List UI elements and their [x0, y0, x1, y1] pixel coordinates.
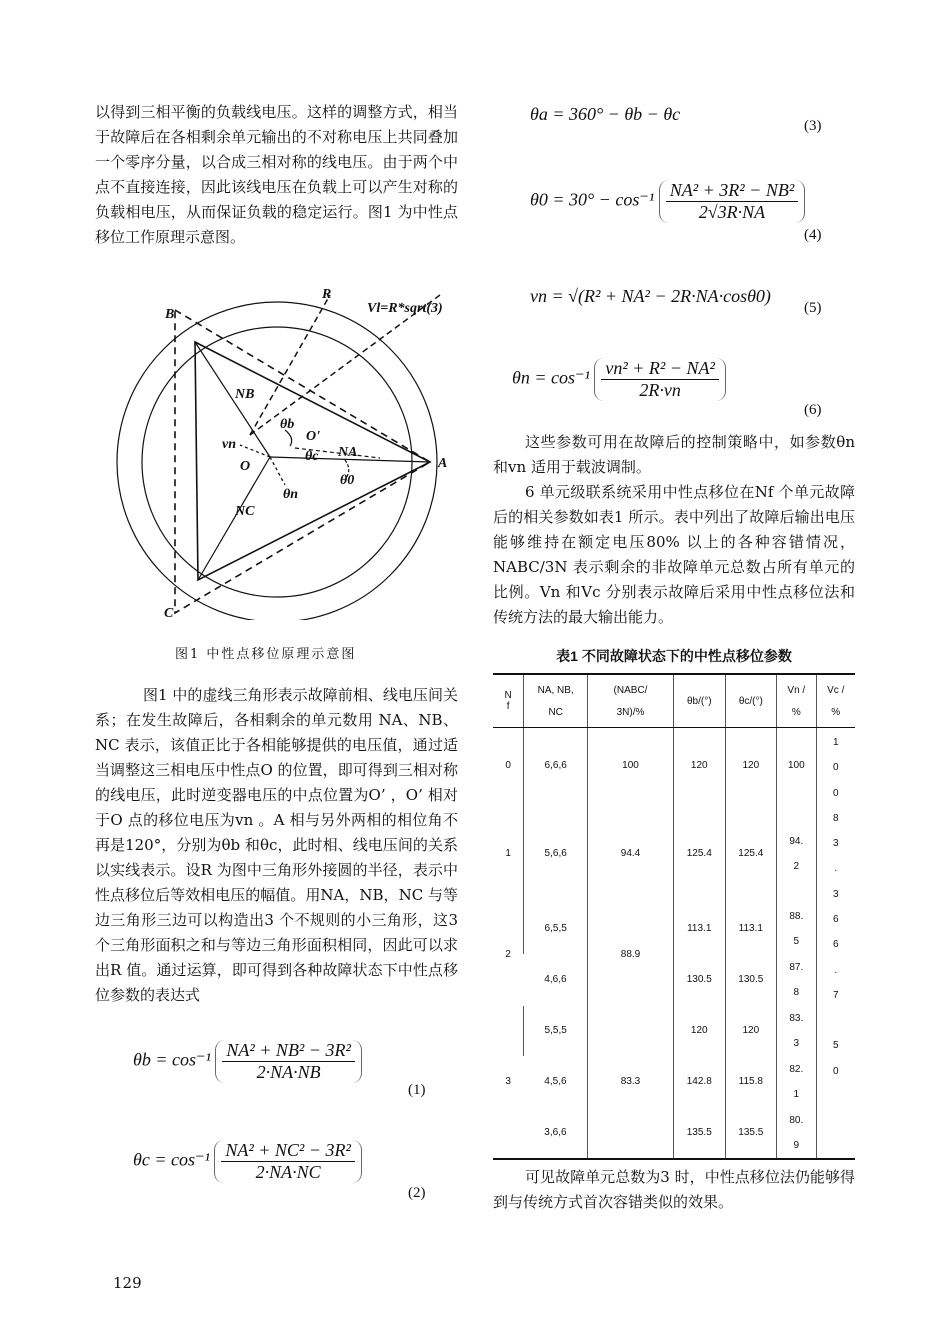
- equation-1: θb = cos⁻¹ $\frac{\text{NA² + NB² − 3R²}}{2\cdot NA\cdot NB}$: [133, 1040, 362, 1083]
- table-row: 2 6,5,5 88.9 113.1 113.1 88. 5: [493, 904, 855, 954]
- label-theta-0: θ0: [340, 473, 355, 488]
- equation-4: θ0 = 30° − cos⁻¹ $\frac{\text{NA² + 3R² − NB²}}{2√3R\cdot NA}$: [530, 180, 805, 223]
- table-row: 0 6,6,6 100 120 120 100 1 0 0 8 3 . 3 6 6 . 7 5 0: [493, 728, 855, 804]
- label-Oprime: O': [306, 429, 320, 444]
- label-NA: NA: [338, 445, 358, 460]
- label-theta-b: θb: [280, 417, 295, 432]
- left-column: [95, 100, 458, 250]
- table-row: 1 5,6,6 94.4 125.4 125.4 94. 2: [493, 804, 855, 904]
- col-theta-c: θc/(°): [725, 674, 777, 728]
- label-A: A: [438, 456, 448, 471]
- figure-caption: 图1 中性点移位原理示意图: [175, 647, 357, 662]
- col-na-nb-nc: NA, NB, NC: [524, 674, 588, 728]
- right-paragraph-2: 6 单元级联系统采用中性点移位在Nf 个单元故障后的相关参数如表1 所示。表中列出了故障后输出电压能够维持在额定电压80% 以上的各种容错情况，NABC/3N 表示剩余的非故障单元总数占所有单元的比例。Vn 和Vc 分别表示故障后采用中性点移位法和传统方法的最大输出能力。: [493, 483, 855, 626]
- right-column: [493, 430, 855, 630]
- table-row: 4,5,6 142.8 115.8 82. 1: [493, 1056, 855, 1108]
- label-NB: NB: [235, 387, 255, 402]
- table-header-row: [493, 674, 855, 728]
- page-number: 129: [113, 1274, 142, 1292]
- col-vc: Vc / %: [816, 674, 855, 728]
- label-vn: vn: [222, 437, 236, 452]
- col-nf: N f: [493, 674, 524, 728]
- table-row: 4,6,6 130.5 130.5 87. 8: [493, 954, 855, 1006]
- label-O: O: [240, 459, 251, 474]
- col-theta-b: θb/(°): [673, 674, 725, 728]
- table-title: 表1 不同故障状态下的中性点移位参数: [556, 648, 792, 664]
- dashed-triangle: [175, 310, 430, 613]
- vc-stacked-values: 1 0 0 8 3 . 3 6 6 . 7 5 0: [816, 728, 855, 1159]
- equation-6: θn = cos⁻¹ $\frac{\text{vn² + R² − NA²}}{2R\cdot vn}$: [512, 358, 726, 401]
- right-paragraph-1: 这些参数可用在故障后的控制策略中，如参数θn 和vn 适用于载波调制。: [493, 433, 855, 476]
- left-paragraph-2: 图1 中的虚线三角形表示故障前相、线电压间关系；在发生故障后，各相剩余的单元数用 NA、NB、NC 表示，该值正比于各相能够提供的电压值，通过适当调整这三相电压中性点O 的位置，即可得到三相对称的线电压，此时逆变器电压的中点位置为O’ ，O’ 相对于O 点的移位电压为vn 。A 相与另外两相的相位角不再是120°，分别为θb 和θc，此时相、线电压间的关系以实线表示。设R 为图中三角形外接圆的半径，表示中性点移位后等效相电压的幅值。用NA，NB，NC 与等边三角形三边可以构造出3 个不规则的小三角形，这3 个三角形面积之和与等边三角形面积相同，因此可以求出R 值。通过运算，即可得到各种故障状态下中性点移位参数的表达式: [95, 686, 458, 1004]
- equation-3-number: (3): [804, 118, 822, 134]
- left-paragraph-1: 以得到三相平衡的负载线电压。这样的调整方式，相当于故障后在各相剩余单元输出的不对称电压上共同叠加一个零序分量，以合成三相对称的线电压。由于两个中点不直接连接，因此该线电压在负载上可以产生对称的负载相电压，从而保证负载的稳定运行。图1 为中性点移位工作原理示意图。: [95, 103, 458, 246]
- inner-circle: [142, 327, 412, 597]
- col-ratio: (NABC/ 3N)/%: [588, 674, 674, 728]
- table-row: 3 5,5,5 83.3 120 120 83. 3: [493, 1006, 855, 1056]
- table-row: 3,6,6 135.5 135.5 80. 9: [493, 1108, 855, 1159]
- right-paragraph-3: 可见故障单元总数为3 时，中性点移位法仍能够得到与传统方式首次容错类似的效果。: [493, 1168, 855, 1211]
- label-R: R: [322, 287, 332, 302]
- label-C: C: [164, 606, 174, 620]
- equation-5-number: (5): [804, 300, 822, 316]
- col-vn: Vn / %: [777, 674, 816, 728]
- equation-2-number: (2): [408, 1185, 426, 1201]
- equation-2: θc = cos⁻¹ $\frac{\text{NA² + NC² − 3R²}}{2\cdot NA\cdot NC}$: [133, 1140, 362, 1183]
- left-column-2: [95, 683, 458, 1008]
- label-theta-c: θc: [305, 449, 319, 464]
- label-theta-n: θn: [283, 487, 299, 502]
- right-column-bottom: [493, 1165, 855, 1215]
- parameter-table: [493, 673, 855, 1160]
- equation-4-number: (4): [804, 227, 822, 243]
- equation-3: θa = 360° − θb − θc: [530, 104, 681, 124]
- label-Vl: Vl=R*sqrt(3): [367, 301, 443, 316]
- equation-5: vn = √(R² + NA² − 2R·NA·cosθ0): [530, 286, 771, 306]
- label-B: B: [165, 307, 175, 322]
- equation-6-number: (6): [804, 402, 822, 418]
- equation-1-number: (1): [408, 1082, 426, 1098]
- neutral-shift-diagram: [100, 280, 460, 620]
- label-NC: NC: [235, 504, 255, 519]
